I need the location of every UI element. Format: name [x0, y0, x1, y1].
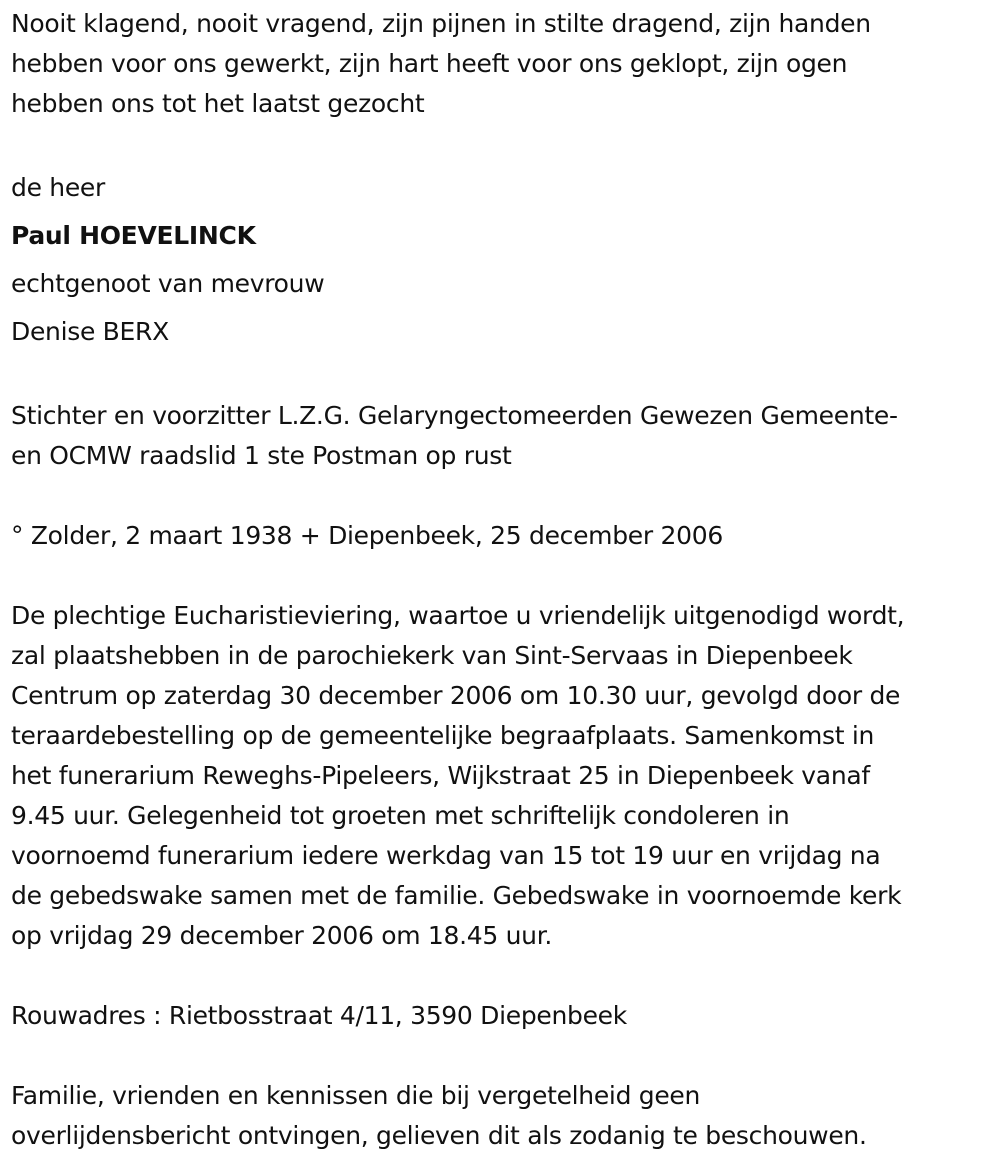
- ceremony-line: teraardebestelling op de gemeentelijke begraafplaats. Samenkomst in: [11, 721, 875, 750]
- closing-note: [11, 1076, 993, 1156]
- spacer: [11, 476, 993, 516]
- spacer: [11, 356, 993, 396]
- ceremony-line: zal plaatshebben in de parochiekerk van Sint-Servaas in Diepenbeek: [11, 641, 853, 670]
- closing-line: overlijdensbericht ontvingen, gelieven dit als zodanig te beschouwen.: [11, 1121, 867, 1150]
- mourning-address: Rouwadres : Rietbosstraat 4/11, 3590 Diepenbeek: [11, 1001, 627, 1030]
- obituary-document: [11, 4, 993, 1156]
- deceased-name: Paul HOEVELINCK: [11, 221, 256, 250]
- ceremony-line: de gebedswake samen met de familie. Gebedswake in voornoemde kerk: [11, 881, 902, 910]
- spacer: [11, 956, 993, 996]
- poem-line: hebben voor ons gewerkt, zijn hart heeft voor ons geklopt, zijn ogen: [11, 49, 848, 78]
- deceased-block: [11, 164, 993, 356]
- ceremony-line: Centrum op zaterdag 30 december 2006 om 10.30 uur, gevolgd door de: [11, 681, 901, 710]
- roles-block: [11, 396, 993, 476]
- honorific: de heer: [11, 173, 105, 202]
- ceremony-line: voornoemd funerarium iedere werkdag van 15 tot 19 uur en vrijdag na: [11, 841, 881, 870]
- memorial-poem: [11, 4, 993, 124]
- birth-death-dates: ° Zolder, 2 maart 1938 + Diepenbeek, 25 december 2006: [11, 521, 723, 550]
- spouse-name: Denise BERX: [11, 317, 169, 346]
- ceremony-details: [11, 596, 993, 956]
- spacer: [11, 1036, 993, 1076]
- ceremony-line: het funerarium Reweghs-Pipeleers, Wijkstraat 25 in Diepenbeek vanaf: [11, 761, 870, 790]
- spouse-intro: echtgenoot van mevrouw: [11, 269, 325, 298]
- roles-line: Stichter en voorzitter L.Z.G. Gelaryngectomeerden Gewezen Gemeente-: [11, 401, 898, 430]
- poem-line: hebben ons tot het laatst gezocht: [11, 89, 425, 118]
- ceremony-line: 9.45 uur. Gelegenheid tot groeten met schriftelijk condoleren in: [11, 801, 790, 830]
- spacer: [11, 124, 993, 164]
- poem-line: Nooit klagend, nooit vragend, zijn pijnen in stilte dragend, zijn handen: [11, 9, 871, 38]
- ceremony-line: De plechtige Eucharistieviering, waartoe u vriendelijk uitgenodigd wordt,: [11, 601, 905, 630]
- closing-line: Familie, vrienden en kennissen die bij vergetelheid geen: [11, 1081, 701, 1110]
- spacer: [11, 556, 993, 596]
- roles-line: en OCMW raadslid 1 ste Postman op rust: [11, 441, 512, 470]
- ceremony-line: op vrijdag 29 december 2006 om 18.45 uur.: [11, 921, 553, 950]
